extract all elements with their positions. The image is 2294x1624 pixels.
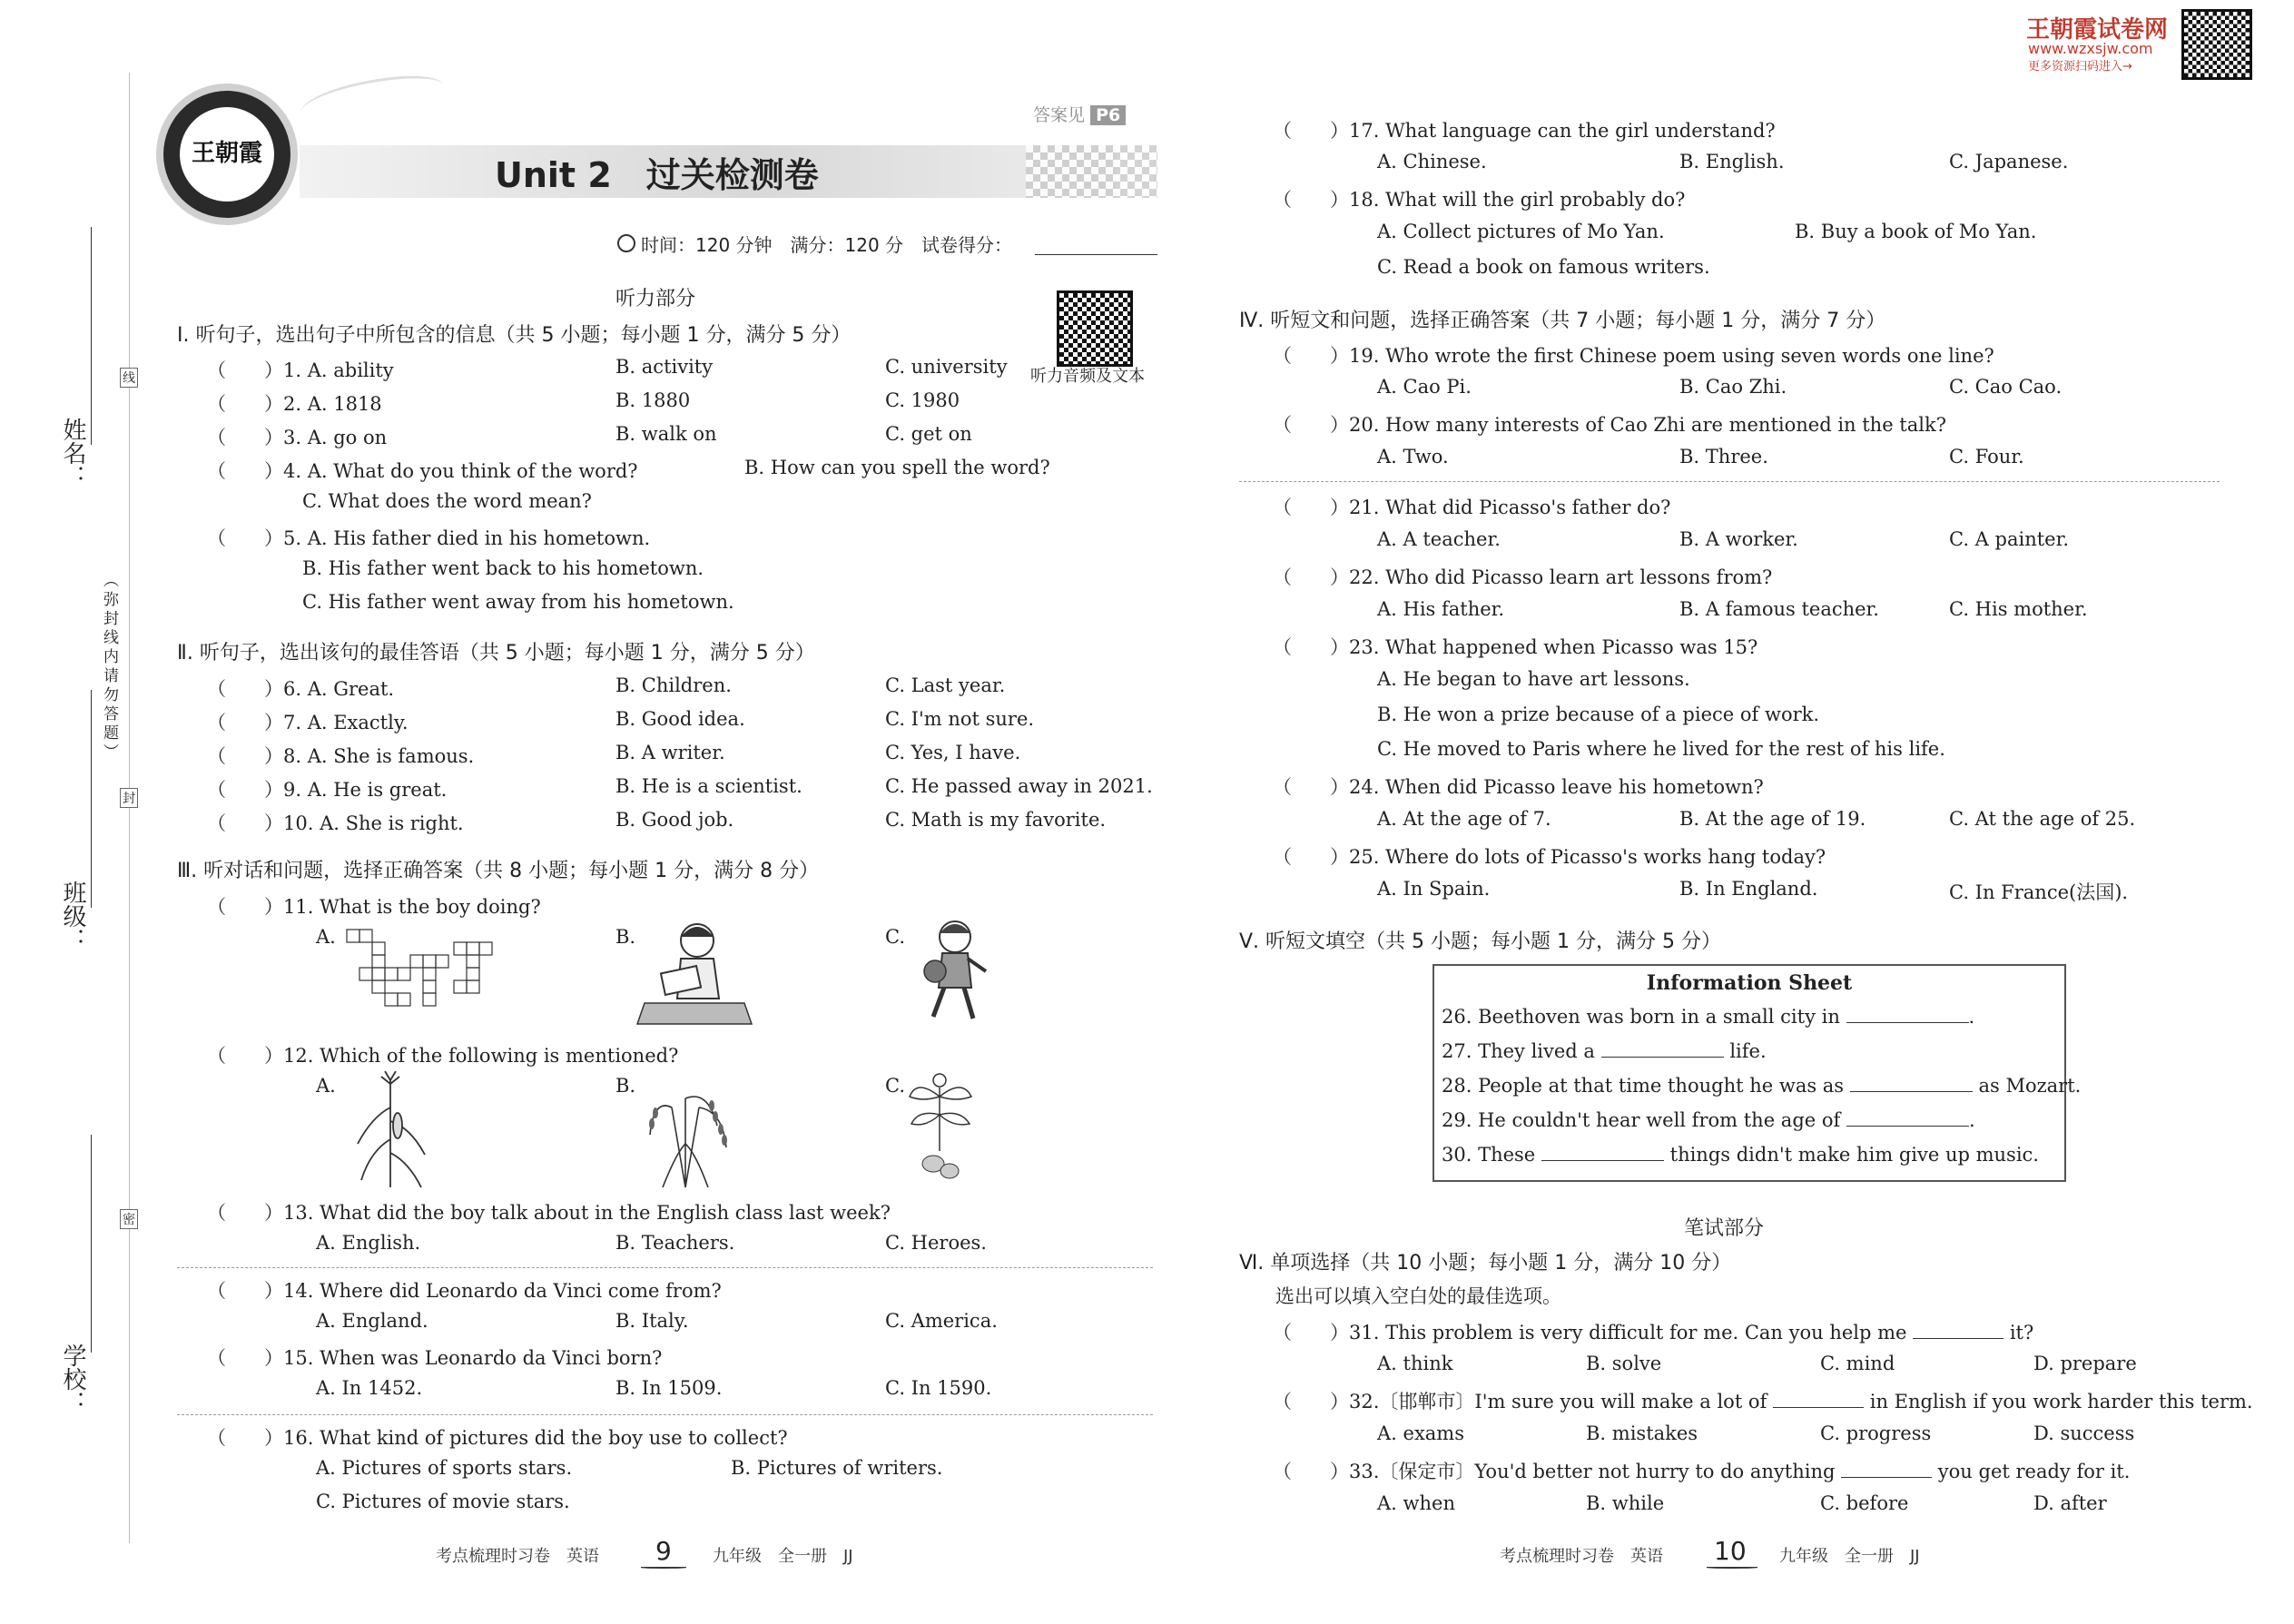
info-line-29 (1442, 1109, 1975, 1131)
question-32-option-a: A. exams (1377, 1422, 1464, 1444)
listening-qr-code[interactable] (1057, 290, 1133, 367)
question-18: （ ）18. What will the girl probably do? (1273, 189, 1686, 211)
answer-ref (1033, 102, 1126, 126)
question-21-option-b: B. A worker. (1679, 528, 1798, 550)
blank-33[interactable] (1841, 1477, 1932, 1478)
question-19-option-a: A. Cao Pi. (1377, 376, 1472, 398)
question-17-option-b: B. English. (1679, 151, 1785, 172)
score-line (1035, 254, 1157, 255)
checker-pattern (1026, 145, 1157, 198)
question-16-option-a: A. Pictures of sports stars. (316, 1457, 573, 1479)
question-21-option-c: C. A painter. (1949, 528, 2069, 550)
information-sheet (1433, 964, 2082, 1182)
question-21-option-a: A. A teacher. (1377, 528, 1501, 550)
section-6-title: Ⅵ. 单项选择（共 10 小题；每小题 1 分，满分 10 分） (1239, 1252, 1732, 1275)
question-31-option-c: C. mind (1820, 1353, 1895, 1374)
page-number-right: 10 (1714, 1536, 1747, 1566)
school-label: 学校： (59, 1343, 86, 1414)
question-2-option-b: B. 1880 (615, 389, 691, 411)
question-23-option-c: C. He moved to Paris where he lived for the rest of his life. (1377, 738, 1945, 760)
section-5-title: Ⅴ. 听短文填空（共 5 小题；每小题 1 分，满分 5 分） (1239, 930, 1721, 953)
listening-title: 听力部分 (615, 288, 696, 310)
question-12-option-a: A. (316, 1075, 336, 1097)
answer-ref-label: 答案见 (1033, 105, 1086, 125)
footer-right-grade: 九年级 全一册 JJ (1779, 1547, 1920, 1566)
question-1-option-b: B. activity (615, 356, 714, 378)
question-22-option-a: A. His father. (1377, 598, 1505, 620)
rice-plant-picture (635, 1071, 735, 1189)
page-number-left: 9 (655, 1536, 672, 1566)
section-1-title: Ⅰ. 听句子，选出句子中所包含的信息（共 5 小题；每小题 1 分，满分 5 分） (177, 324, 852, 347)
question-2-option-c: C. 1980 (885, 389, 960, 411)
question-24-option-b: B. At the age of 19. (1679, 808, 1866, 830)
question-15: （ ）15. When was Leonardo da Vinci born? (207, 1347, 663, 1369)
class-line (91, 690, 92, 908)
question-31 (1273, 1318, 2033, 1345)
question-6-option-b: B. Children. (615, 674, 732, 696)
question-22: （ ）22. Who did Picasso learn art lessons from? (1273, 566, 1773, 588)
question-4-option-b: B. How can you spell the word? (744, 457, 1050, 478)
brand-site: 王朝霞试卷网 (2026, 16, 2169, 44)
question-24-option-c: C. At the age of 25. (1949, 808, 2136, 830)
info-line-30 (1442, 1144, 2039, 1166)
question-13-option-a: A. English. (316, 1232, 421, 1254)
footer-left-grade: 九年级 全一册 JJ (713, 1547, 853, 1566)
info-29-text: 29. He couldn't hear well from the age of (1442, 1109, 1841, 1131)
question-7-option-b: B. Good idea. (615, 708, 745, 730)
question-31-option-b: B. solve (1586, 1353, 1662, 1374)
qr-caption: 听力音频及文本 (1030, 367, 1145, 386)
question-25-option-b: B. In England. (1679, 878, 1818, 900)
question-7: （ ）7. A. Exactly. (207, 712, 409, 733)
question-21: （ ）21. What did Picasso's father do? (1273, 497, 1671, 518)
question-33-option-a: A. when (1377, 1492, 1455, 1514)
question-20-option-c: C. Four. (1949, 446, 2024, 468)
question-15-option-a: A. In 1452. (316, 1377, 423, 1399)
question-19: （ ）19. Who wrote the first Chinese poem using seven words one line? (1273, 345, 1994, 367)
question-10: （ ）10. A. She is right. (207, 812, 464, 834)
information-sheet-title: Information Sheet (1646, 971, 1853, 995)
question-6-option-c: C. Last year. (885, 674, 1006, 696)
page-number-underline (641, 1567, 686, 1569)
crossword-picture (345, 928, 508, 1019)
question-16-option-b: B. Pictures of writers. (731, 1457, 943, 1479)
section-2-title: Ⅱ. 听句子，选出该句的最佳答语（共 5 小题；每小题 1 分，满分 5 分） (177, 642, 815, 664)
question-8: （ ）8. A. She is famous. (207, 745, 475, 767)
logo-badge (163, 91, 290, 218)
info-line-26 (1442, 1006, 1974, 1028)
question-13-option-b: B. Teachers. (615, 1232, 735, 1254)
question-33-option-c: C. before (1820, 1492, 1909, 1514)
question-9-option-b: B. He is a scientist. (615, 775, 802, 797)
name-label: 姓名： (59, 418, 86, 488)
section-6-instruction: 选出可以填入空白处的最佳选项。 (1275, 1285, 1561, 1307)
brand-qr-code[interactable] (2181, 9, 2252, 80)
question-10-option-b: B. Good job. (615, 809, 734, 831)
class-label: 班级： (59, 881, 86, 951)
question-32 (1273, 1387, 2253, 1414)
question-8-option-c: C. Yes, I have. (885, 742, 1021, 763)
section-3-title: Ⅲ. 听对话和问题，选择正确答案（共 8 小题；每小题 1 分，满分 8 分） (177, 860, 820, 882)
question-16-option-c: C. Pictures of movie stars. (316, 1491, 570, 1512)
binding-line (129, 73, 130, 1543)
divider (177, 1414, 1153, 1415)
question-12: （ ）12. Which of the following is mentioned? (207, 1045, 679, 1067)
corn-plant-picture (345, 1071, 436, 1189)
question-5-option-b: B. His father went back to his hometown. (302, 557, 704, 579)
section-4-title: Ⅳ. 听短文和问题，选择正确答案（共 7 小题；每小题 1 分，满分 7 分） (1239, 310, 1886, 332)
blank-32[interactable] (1773, 1407, 1864, 1408)
question-23: （ ）23. What happened when Picasso was 15? (1273, 636, 1758, 658)
question-14-option-a: A. England. (316, 1310, 428, 1332)
question-31-text: （ ）31. This problem is very difficult for me. Can you help me (1273, 1322, 1907, 1343)
question-18-option-c: C. Read a book on famous writers. (1377, 256, 1710, 278)
question-11: （ ）11. What is the boy doing? (207, 896, 541, 918)
question-5: （ ）5. A. His father died in his hometown. (207, 527, 651, 549)
question-17: （ ）17. What language can the girl understand? (1273, 120, 1776, 142)
logo-text: 王朝霞 (191, 140, 262, 167)
question-22-option-b: B. A famous teacher. (1679, 598, 1879, 620)
question-5-option-c: C. His father went away from his hometown. (302, 591, 734, 613)
blank-29[interactable] (1846, 1126, 1969, 1127)
school-line (91, 1135, 92, 1353)
info-28-text: 28. People at that time thought he was as (1442, 1075, 1845, 1097)
question-14: （ ）14. Where did Leonardo da Vinci come from? (207, 1280, 722, 1302)
writing-title: 笔试部分 (1684, 1217, 1765, 1240)
divider (177, 1267, 1153, 1268)
mark-secret: 密 (120, 1209, 138, 1229)
info-30-end: things didn't make him give up music. (1669, 1144, 2039, 1166)
question-12-option-b: B. (615, 1075, 636, 1097)
question-9-option-c: C. He passed away in 2021. (885, 775, 1153, 797)
question-2: （ ）2. A. 1818 (207, 393, 382, 415)
boy-reading-picture (635, 917, 753, 1026)
question-4: （ ）4. A. What do you think of the word? (207, 460, 638, 482)
question-1: （ ）1. A. ability (207, 359, 394, 381)
question-24-option-a: A. At the age of 7. (1377, 808, 1551, 830)
question-13-option-c: C. Heroes. (885, 1232, 987, 1254)
mark-seal: 封 (120, 788, 138, 808)
question-18-option-a: A. Collect pictures of Mo Yan. (1377, 221, 1665, 242)
question-32-option-d: D. success (2033, 1422, 2135, 1444)
question-11-option-a: A. (316, 926, 336, 948)
question-3-option-c: C. get on (885, 423, 972, 445)
question-9: （ ）9. A. He is great. (207, 779, 448, 801)
name-line (91, 227, 92, 445)
info-26-end: . (1968, 1006, 1975, 1028)
question-12-option-c: C. (885, 1075, 905, 1097)
question-11-option-b: B. (615, 926, 636, 948)
question-7-option-c: C. I'm not sure. (885, 708, 1035, 730)
footer-left-title: 考点梳理时习卷 英语 (436, 1547, 599, 1566)
blank-31[interactable] (1913, 1338, 2004, 1339)
question-8-option-b: B. A writer. (615, 742, 725, 763)
exam-meta: 时间：120 分钟 满分：120 分 试卷得分： (641, 234, 1013, 256)
question-20: （ ）20. How many interests of Cao Zhi are mentioned in the talk? (1273, 414, 1946, 436)
question-17-option-c: C. Japanese. (1949, 151, 2069, 172)
ribbon-decoration (298, 70, 447, 129)
info-26-text: 26. Beethoven was born in a small city in (1442, 1006, 1840, 1028)
question-14-option-c: C. America. (885, 1310, 998, 1332)
question-33-end: you get ready for it. (1937, 1461, 2131, 1482)
divider (1239, 481, 2220, 482)
question-20-option-b: B. Three. (1679, 446, 1768, 468)
blank-26[interactable] (1846, 1022, 1969, 1023)
question-25-option-a: A. In Spain. (1377, 878, 1491, 900)
question-6: （ ）6. A. Great. (207, 678, 395, 700)
question-31-option-d: D. prepare (2033, 1353, 2137, 1374)
question-32-option-b: B. mistakes (1586, 1422, 1698, 1444)
question-32-text: （ ）32.〔邯郸市〕I'm sure you will make a lot of (1273, 1391, 1767, 1412)
question-4-option-c: C. What does the word mean? (302, 490, 592, 512)
question-22-option-c: C. His mother. (1949, 598, 2088, 620)
info-27-text: 27. They lived a (1442, 1040, 1595, 1062)
question-18-option-b: B. Buy a book of Mo Yan. (1795, 221, 2037, 242)
question-33-option-b: B. while (1586, 1492, 1665, 1514)
question-1-option-c: C. university (885, 356, 1008, 378)
question-15-option-b: B. In 1509. (615, 1377, 723, 1399)
brand-url: www.wzxsjw.com (2028, 40, 2153, 57)
brand-tip: 更多资源扫码进入→ (2028, 60, 2132, 74)
question-14-option-b: B. Italy. (615, 1310, 689, 1332)
info-line-28 (1442, 1075, 2081, 1097)
mark-line: 线 (120, 368, 138, 388)
info-30-text: 30. These (1442, 1144, 1536, 1166)
question-33-text: （ ）33.〔保定市〕You'd better not hurry to do anything (1273, 1461, 1836, 1482)
potato-plant-picture (899, 1069, 980, 1187)
question-20-option-a: A. Two. (1377, 446, 1449, 468)
blank-27[interactable] (1601, 1057, 1724, 1058)
question-31-end: it? (2009, 1322, 2034, 1343)
page-number-underline (1707, 1567, 1757, 1569)
question-23-option-b: B. He won a prize because of a piece of work. (1377, 704, 1820, 725)
question-15-option-c: C. In 1590. (885, 1377, 992, 1399)
question-3-option-b: B. walk on (615, 423, 717, 445)
page-title: Unit 2 过关检测卷 (495, 155, 819, 195)
info-28-end: as Mozart. (1978, 1075, 2082, 1097)
question-24: （ ）24. When did Picasso leave his hometown? (1273, 776, 1764, 798)
question-32-end: in English if you work harder this term. (1869, 1391, 2253, 1412)
question-31-option-a: A. think (1377, 1353, 1453, 1374)
footer-right-title: 考点梳理时习卷 英语 (1500, 1547, 1663, 1566)
answer-page-badge: P6 (1090, 105, 1126, 125)
question-25: （ ）25. Where do lots of Picasso's works hang today? (1273, 846, 1826, 868)
question-33-option-d: D. after (2033, 1492, 2107, 1514)
question-3: （ ）3. A. go on (207, 427, 388, 448)
sealed-notice: （弥封线内请勿答题） (100, 572, 118, 763)
question-19-option-c: C. Cao Cao. (1949, 376, 2063, 398)
question-23-option-a: A. He began to have art lessons. (1377, 668, 1690, 690)
question-33 (1273, 1457, 2130, 1484)
question-19-option-b: B. Cao Zhi. (1679, 376, 1787, 398)
question-25-option-c: C. In France(法国). (1949, 881, 2129, 903)
question-17-option-a: A. Chinese. (1377, 151, 1487, 172)
question-11-option-c: C. (885, 926, 905, 948)
question-10-option-c: C. Math is my favorite. (885, 809, 1107, 831)
question-32-option-c: C. progress (1820, 1422, 1932, 1444)
clock-icon (617, 234, 635, 252)
question-16: （ ）16. What kind of pictures did the boy use to collect? (207, 1427, 788, 1449)
blank-30[interactable] (1541, 1160, 1664, 1161)
info-line-27 (1442, 1040, 1767, 1062)
boy-playing-picture (908, 917, 999, 1030)
blank-28[interactable] (1850, 1091, 1973, 1092)
question-13: （ ）13. What did the boy talk about in the English class last week? (207, 1202, 891, 1224)
info-29-end: . (1968, 1109, 1975, 1131)
info-27-end: life. (1729, 1040, 1767, 1062)
